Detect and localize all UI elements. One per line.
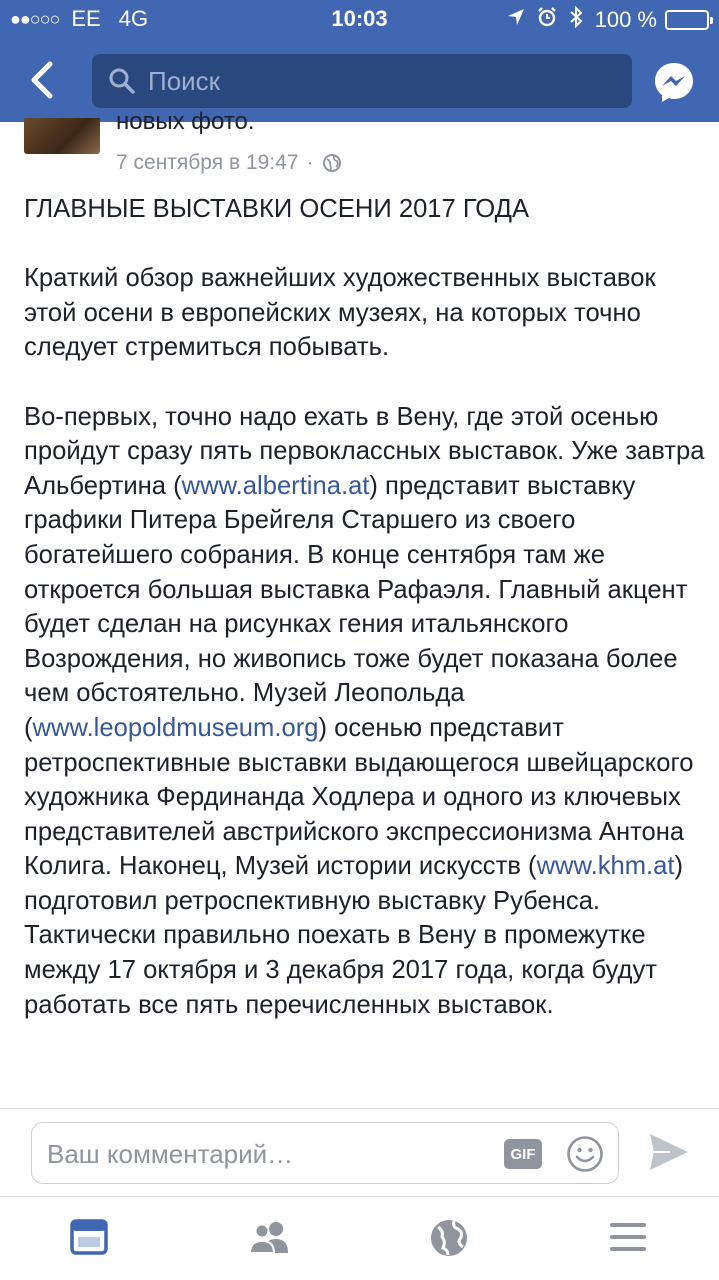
battery-icon [665,10,709,30]
network-type: 4G [118,6,149,31]
back-button[interactable] [22,58,62,102]
post-intro: Краткий обзор важнейших художественных выставок этой осени в европейских музеях, на которых точно следует стремиться побывать. [24,264,656,362]
messenger-icon [652,60,696,104]
alarm-icon [537,7,557,33]
post-text-2: ) представит выставку графики Питера Брейгеля Старшего из своего богатейшего собрания. В конце сентября там же откроется большая выставка Рафаэля. Главный акцент будет сделан на рисунках гения итальянского Возрождения, но живопись тоже будет показана более чем обстоятельно. Музей Леопольда ( [24,471,688,742]
post-body [24,192,714,1057]
messenger-button[interactable] [652,60,696,104]
nav-bar [0,40,719,122]
status-bar [0,0,719,40]
tab-menu[interactable] [608,1217,652,1261]
link-albertina[interactable]: www.albertina.at [181,471,370,500]
tab-bar [0,1196,719,1280]
post-text-1: Во-первых, точно надо ехать в Вену, где этой осенью пройдут сразу пять первоклассных выставок. Уже завтра Альбертина ( [24,402,705,500]
search-icon [108,67,136,95]
tab-notifications[interactable] [428,1217,472,1261]
send-icon [648,1130,690,1174]
gif-button[interactable]: GIF [504,1139,542,1169]
news-feed-icon [69,1217,109,1257]
globe-icon [322,153,342,173]
comment-divider [0,1108,719,1109]
battery-percent: 100 % [594,7,657,32]
menu-icon [608,1217,648,1257]
friends-icon [247,1217,291,1257]
post-meta [116,151,342,175]
location-icon [507,8,525,32]
status-right [507,6,709,34]
link-khm[interactable]: www.khm.at [536,852,675,881]
tab-news-feed[interactable] [69,1217,113,1261]
post-title: ГЛАВНЫЕ ВЫСТАВКИ ОСЕНИ 2017 ГОДА [24,195,530,223]
tab-friends[interactable] [247,1217,291,1261]
link-leopoldmuseum[interactable]: www.leopoldmuseum.org [32,713,319,742]
search-placeholder: Поиск [148,65,221,96]
smiley-icon [566,1135,604,1173]
meta-separator: · [306,151,314,174]
chevron-left-icon [22,58,62,102]
post-paragraph [24,400,714,1023]
bluetooth-icon [569,6,583,34]
globe-icon [428,1217,470,1259]
search-input[interactable] [92,54,632,108]
signal-strength: ●●○○○ [10,8,60,29]
status-time: 10:03 [331,6,388,31]
post-text-3: ) осенью представит ретроспективные выставки выдающегося швейцарского художника Фердинанда Ходлера и одного из ключевых представителей австрийского экспрессионизма Антона Колига. Наконец, Музей истории искусств ( [24,713,694,881]
comment-input[interactable] [31,1122,619,1184]
comment-placeholder: Ваш комментарий… [47,1139,294,1169]
carrier-name: EE [71,6,101,31]
post-date[interactable]: 7 сентября в 19:47 [116,151,299,174]
post-header-text: новых фото. [116,108,255,135]
emoji-button[interactable] [566,1135,604,1173]
send-button[interactable] [648,1130,690,1174]
author-avatar[interactable] [24,118,100,154]
post-text-4: ) подготовил ретроспективную выставку Рубенса. Тактически правильно поехать в Вену в промежутке между 17 октября и 3 декабря 2017 года, когда будут работать все пять перечисленных выставок. [24,852,684,1019]
